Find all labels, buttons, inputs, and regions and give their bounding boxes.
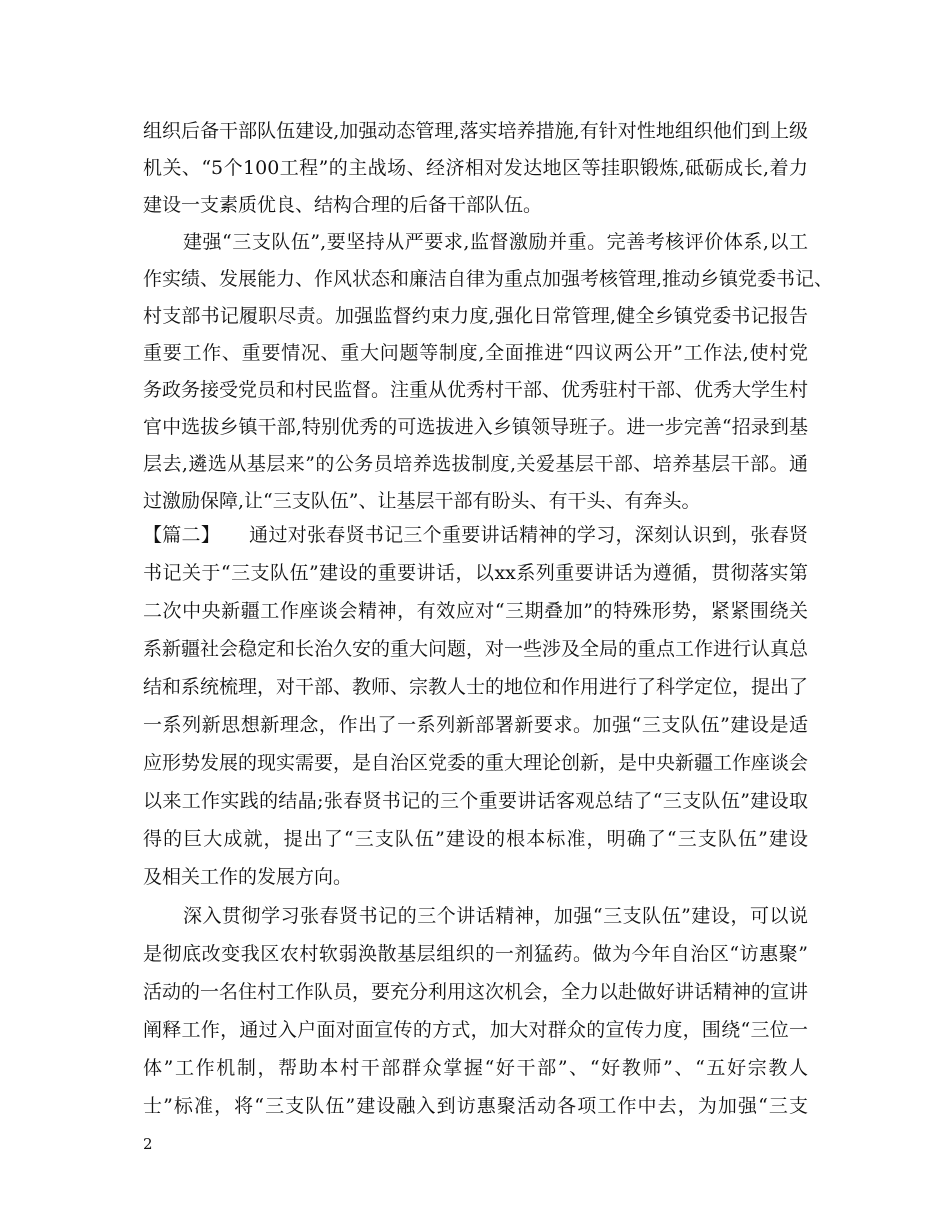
text-line: 系新疆社会稳定和长治久安的重大问题，对一些涉及全局的重点工作进行认真总 [143, 638, 809, 660]
text-line: 士”标准，将“三支队伍”建设融入到访惠聚活动各项工作中去，为加强“三支 [143, 1095, 808, 1117]
text-line: 过激励保障,让“三支队伍”、让基层干部有盼头、有干头、有奔头。 [143, 490, 701, 512]
paragraph-first-line: 深入贯彻学习张春贤书记的三个讲话精神，加强“三支队伍”建设，可以说 [183, 905, 808, 927]
text-line: 及相关工作的发展方向。 [143, 866, 353, 888]
text-line: 以来工作实践的结晶;张春贤书记的三个重要讲话客观总结了“三支队伍”建设取 [143, 790, 808, 812]
paragraph-first-line: 建强“三支队伍”,要坚持从严要求,监督激励并重。完善考核评价体系,以工 [183, 231, 808, 253]
text-line: 体”工作机制，帮助本村干部群众掌握“好干部”、“好教师”、“五好宗教人 [143, 1057, 808, 1079]
text-line: 机关、“5个100工程”的主战场、经济相对发达地区等挂职锻炼,砥砺成长,着力 [143, 157, 808, 179]
text-line: 重要工作、重要情况、重大问题等制度,全面推进“四议两公开”工作法,使村党 [143, 342, 808, 364]
text-line: 活动的一名住村工作队员，要充分利用这次机会，全力以赴做好讲话精神的宣讲 [143, 981, 809, 1003]
text-line: 阐释工作，通过入户面对面宣传的方式，加大对群众的宣传力度，围绕“三位一 [143, 1019, 808, 1041]
text-line: 村支部书记履职尽责。加强监督约束力度,强化日常管理,健全乡镇党委书记报告 [143, 305, 808, 327]
section-heading-line: 【篇二】 通过对张春贤书记三个重要讲话精神的学习，深刻认识到，张春贤 [143, 524, 808, 546]
text-line: 书记关于“三支队伍”建设的重要讲话，以xx系列重要讲话为遵循，贯彻落实第 [143, 562, 808, 584]
text-line: 务政务接受党员和村民监督。注重从优秀村干部、优秀驻村干部、优秀大学生村 [143, 379, 809, 401]
page-number: 2 [143, 1135, 153, 1153]
text-line: 一系列新思想新理念，作出了一系列新部署新要求。加强“三支队伍”建设是适 [143, 714, 808, 736]
text-line: 建设一支素质优良、结构合理的后备干部队伍。 [143, 194, 543, 216]
text-line: 二次中央新疆工作座谈会精神，有效应对“三期叠加”的特殊形势，紧紧围绕关 [143, 600, 808, 622]
text-line: 作实绩、发展能力、作风状态和廉洁自律为重点加强考核管理,推动乡镇党委书记、 [143, 268, 834, 290]
text-line: 得的巨大成就，提出了“三支队伍”建设的根本标准，明确了“三支队伍”建设 [143, 828, 808, 850]
text-line: 结和系统梳理，对干部、教师、宗教人士的地位和作用进行了科学定位，提出了 [143, 676, 809, 698]
text-line: 层去,遴选从基层来”的公务员培养选拔制度,关爱基层干部、培养基层干部。通 [143, 453, 808, 475]
text-line: 组织后备干部队伍建设,加强动态管理,落实培养措施,有针对性地组织他们到上级 [143, 120, 808, 142]
text-line: 是彻底改变我区农村软弱涣散基层组织的一剂猛药。做为今年自治区“访惠聚” [143, 943, 808, 965]
text-line: 官中选拔乡镇干部,特别优秀的可选拔进入乡镇领导班子。进一步完善“招录到基 [143, 416, 808, 438]
text-line: 应形势发展的现实需要，是自治区党委的重大理论创新，是中央新疆工作座谈会 [143, 752, 809, 774]
